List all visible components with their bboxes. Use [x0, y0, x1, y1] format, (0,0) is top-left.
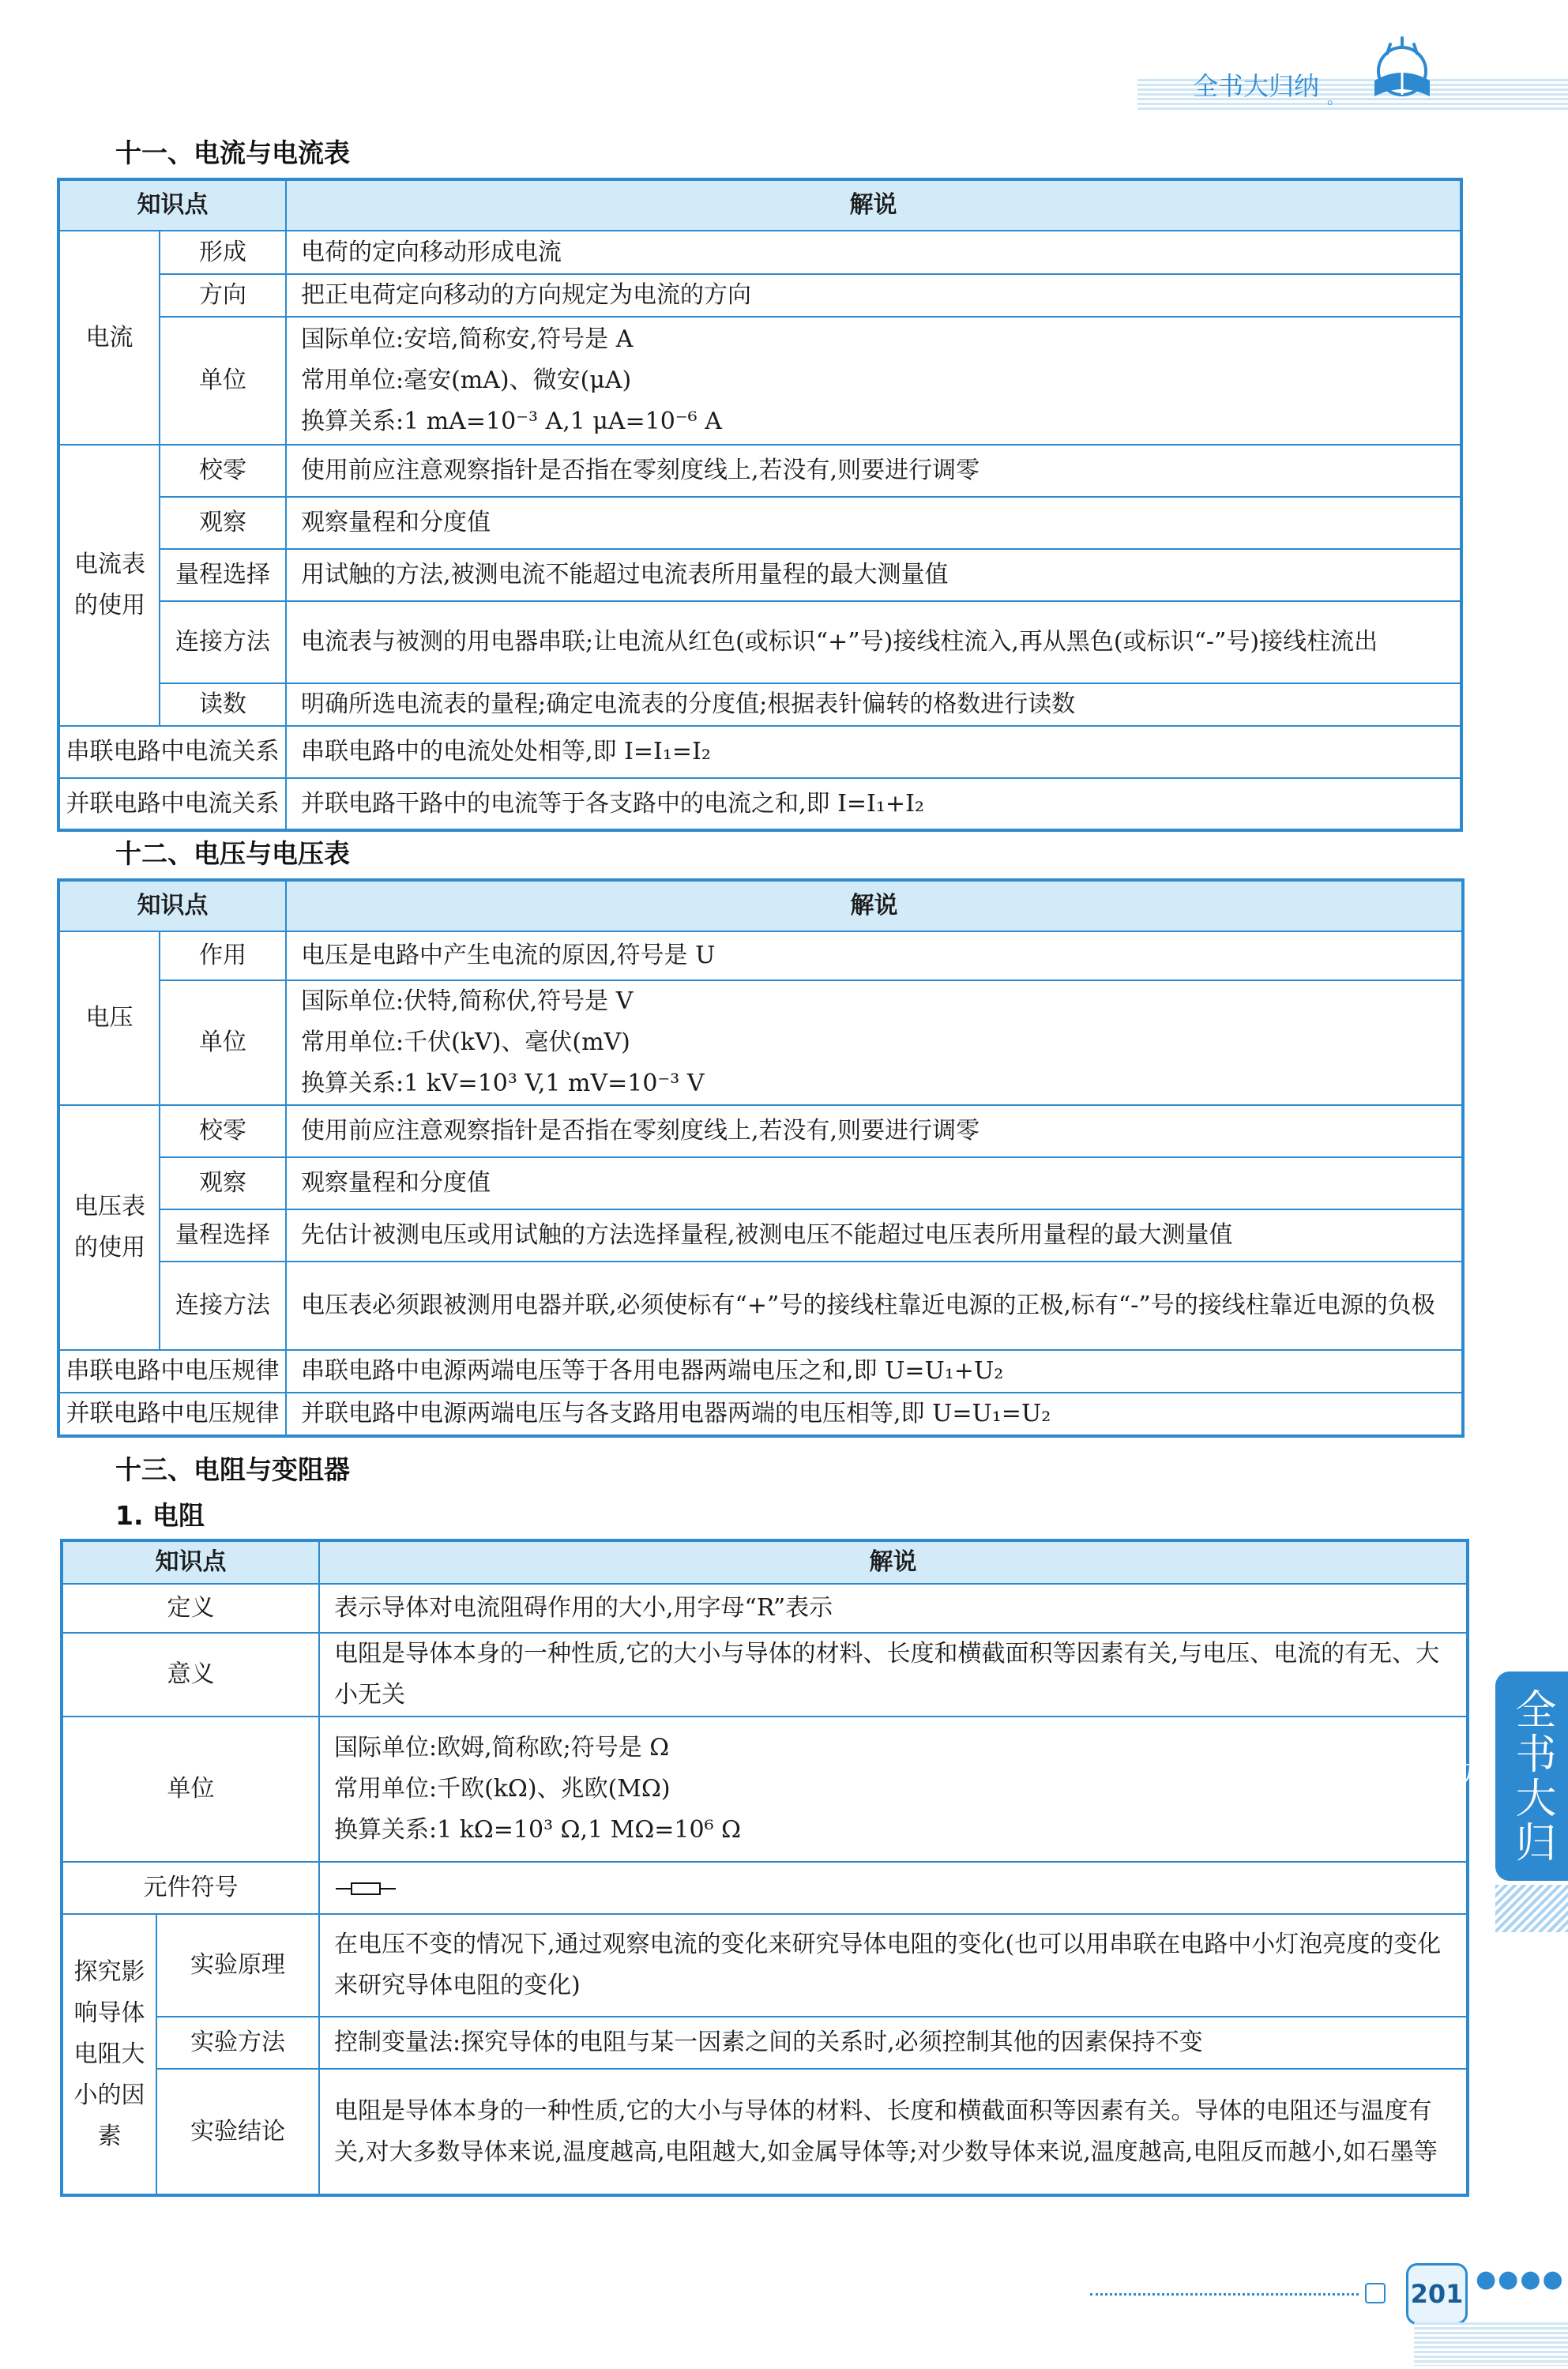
row-key: 单位 — [62, 1717, 319, 1862]
section-13-subtitle: 1. 电阻 — [115, 1500, 205, 1531]
page-number: 201 — [1406, 2263, 1468, 2325]
section-11-title: 十一、电流与电流表 — [115, 137, 350, 168]
row-key: 观察 — [160, 497, 286, 549]
header-title: 全书大归纳 — [1193, 71, 1320, 101]
row-key: 方向 — [160, 274, 286, 317]
row-key: 元件符号 — [62, 1862, 319, 1914]
row-value: 串联电路中的电流处处相等,即 I=I₁=I₂ — [286, 726, 1461, 778]
row-value: 电压表必须跟被测用电器并联,必须使标有“+”号的接线柱靠近电源的正极,标有“-”号的接线柱靠近电源的负极 — [286, 1262, 1463, 1350]
row-key: 实验方法 — [156, 2017, 319, 2069]
row-key: 串联电路中电压规律 — [58, 1350, 286, 1393]
row-key: 量程选择 — [160, 549, 286, 601]
row-key: 连接方法 — [160, 1262, 286, 1350]
value-line: 换算关系:1 kV=10³ V,1 mV=10⁻³ V — [301, 1070, 705, 1097]
row-key: 并联电路中电压规律 — [58, 1393, 286, 1436]
row-value: 用试触的方法,被测电流不能超过电流表所用量程的最大测量值 — [286, 549, 1461, 601]
row-value: 明确所选电流表的量程;确定电流表的分度值;根据表针偏转的格数进行读数 — [286, 683, 1461, 726]
value-line: 常用单位:千欧(kΩ)、兆欧(MΩ) — [334, 1775, 671, 1803]
row-value: 电阻是导体本身的一种性质,它的大小与导体的材料、长度和横截面积等因素有关。导体的电阻还与温度有关,对大多数导体来说,温度越高,电阻越大,如金属导体等;对少数导体来说,温度越高,电阻反而越小,如石墨等 — [319, 2069, 1468, 2195]
row-value: 串联电路中电源两端电压等于各用电器两端电压之和,即 U=U₁+U₂ — [286, 1350, 1463, 1393]
row-key: 实验结论 — [156, 2069, 319, 2195]
value-line: 常用单位:千伏(kV)、毫伏(mV) — [301, 1028, 630, 1056]
row-value: 表示导体对电流阻碍作用的大小,用字母“R”表示 — [319, 1584, 1468, 1633]
group-current: 电流 — [58, 231, 160, 445]
row-value — [319, 1862, 1468, 1914]
header-dots: 。 — [1327, 88, 1343, 107]
row-value: 电荷的定向移动形成电流 — [286, 231, 1461, 274]
col-explanation: 解说 — [286, 880, 1463, 931]
current-table — [57, 178, 1463, 832]
value-line: 国际单位:欧姆,简称欧;符号是 Ω — [334, 1734, 670, 1762]
footer-dots: ●●●● — [1476, 2266, 1565, 2293]
row-key: 连接方法 — [160, 601, 286, 683]
col-knowledge: 知识点 — [62, 1540, 319, 1584]
side-tab: 全书大归纳 — [1495, 1671, 1568, 1881]
row-key: 实验原理 — [156, 1914, 319, 2017]
row-value: 电流表与被测的用电器串联;让电流从红色(或标识“+”号)接线柱流入,再从黑色(或标识“-”号)接线柱流出 — [286, 601, 1461, 683]
row-key: 校零 — [160, 1105, 286, 1157]
value-line: 国际单位:伏特,简称伏,符号是 V — [301, 987, 634, 1015]
row-value — [286, 317, 1461, 445]
voltage-table — [57, 878, 1465, 1438]
value-line: 换算关系:1 mA=10⁻³ A,1 μA=10⁻⁶ A — [301, 408, 722, 435]
resistor-symbol-icon — [334, 1879, 397, 1898]
row-value: 并联电路中电源两端电压与各支路用电器两端的电压相等,即 U=U₁=U₂ — [286, 1393, 1463, 1436]
footer-square — [1365, 2283, 1386, 2303]
row-value — [286, 980, 1463, 1105]
row-key: 读数 — [160, 683, 286, 726]
row-value: 电压是电路中产生电流的原因,符号是 U — [286, 931, 1463, 980]
row-value: 先估计被测电压或用试触的方法选择量程,被测电压不能超过电压表所用量程的最大测量值 — [286, 1209, 1463, 1262]
col-explanation: 解说 — [319, 1540, 1468, 1584]
row-key: 串联电路中电流关系 — [58, 726, 286, 778]
side-tab-stripes — [1495, 1885, 1568, 1932]
row-key: 并联电路中电流关系 — [58, 778, 286, 830]
row-value: 观察量程和分度值 — [286, 1157, 1463, 1209]
value-line: 常用单位:毫安(mA)、微安(μA) — [301, 367, 632, 394]
row-key: 形成 — [160, 231, 286, 274]
col-knowledge: 知识点 — [58, 179, 286, 231]
row-value: 控制变量法:探究导体的电阻与某一因素之间的关系时,必须控制其他的因素保持不变 — [319, 2017, 1468, 2069]
group-voltage: 电压 — [58, 931, 160, 1105]
row-value — [319, 1717, 1468, 1862]
row-value: 电阻是导体本身的一种性质,它的大小与导体的材料、长度和横截面积等因素有关,与电压、电流的有无、大小无关 — [319, 1633, 1468, 1717]
group-voltmeter-label: 电压表的使用 — [74, 1193, 145, 1262]
row-key: 单位 — [160, 980, 286, 1105]
row-key: 校零 — [160, 445, 286, 497]
col-knowledge: 知识点 — [58, 880, 286, 931]
row-value: 并联电路干路中的电流等于各支路中的电流之和,即 I=I₁+I₂ — [286, 778, 1461, 830]
book-logo-icon — [1359, 33, 1446, 120]
group-explore: 探究影响导体电阻大小的因素 — [62, 1914, 156, 2195]
section-12-title: 十二、电压与电压表 — [115, 838, 350, 869]
row-key: 观察 — [160, 1157, 286, 1209]
section-13-title: 十三、电阻与变阻器 — [115, 1454, 350, 1485]
group-ammeter-label: 电流表的使用 — [74, 551, 145, 619]
footer-dotted-line — [1090, 2293, 1359, 2296]
value-line: 国际单位:安培,简称安,符号是 A — [301, 325, 634, 353]
group-voltmeter — [58, 1105, 160, 1350]
row-value: 使用前应注意观察指针是否指在零刻度线上,若没有,则要进行调零 — [286, 445, 1461, 497]
resistance-table — [60, 1539, 1469, 2197]
col-explanation: 解说 — [286, 179, 1461, 231]
row-value: 使用前应注意观察指针是否指在零刻度线上,若没有,则要进行调零 — [286, 1105, 1463, 1157]
value-line: 换算关系:1 kΩ=10³ Ω,1 MΩ=10⁶ Ω — [334, 1816, 742, 1844]
row-value: 观察量程和分度值 — [286, 497, 1461, 549]
row-key: 定义 — [62, 1584, 319, 1633]
row-key: 量程选择 — [160, 1209, 286, 1262]
row-key: 作用 — [160, 931, 286, 980]
row-value: 把正电荷定向移动的方向规定为电流的方向 — [286, 274, 1461, 317]
footer-stripe-band — [1414, 2322, 1568, 2366]
group-ammeter — [58, 445, 160, 726]
row-value: 在电压不变的情况下,通过观察电流的变化来研究导体电阻的变化(也可以用串联在电路中小灯泡亮度的变化来研究导体电阻的变化) — [319, 1914, 1468, 2017]
row-key: 意义 — [62, 1633, 319, 1717]
row-key: 单位 — [160, 317, 286, 445]
